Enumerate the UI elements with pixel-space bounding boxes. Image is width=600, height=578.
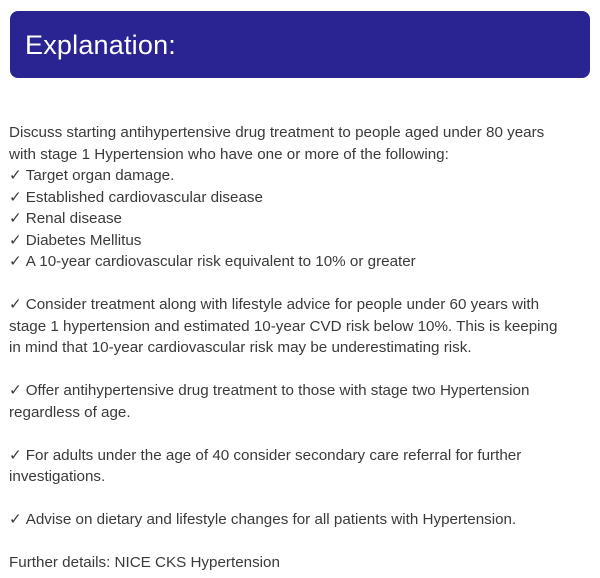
criteria-item: ✓ Target organ damage. <box>9 167 175 184</box>
check-icon: ✓ <box>9 167 22 184</box>
point-offer-treatment: ✓ Offer antihypertensive drug treatment to those with stage two Hypertension <box>9 382 530 399</box>
header-title: Explanation: <box>25 30 177 60</box>
check-icon: ✓ <box>9 253 22 270</box>
check-icon: ✓ <box>9 188 22 206</box>
check-icon: ✓ <box>9 446 22 464</box>
explanation-body <box>9 122 594 574</box>
criteria-item: ✓ Renal disease <box>9 210 122 227</box>
spacer <box>9 359 594 381</box>
point-consider-treatment: ✓ Consider treatment along with lifestyle advice for people under 60 years with <box>9 296 540 313</box>
point-referral: ✓ For adults under the age of 40 consider secondary care referral for further <box>9 446 522 464</box>
check-icon: ✓ <box>9 210 22 227</box>
point-lifestyle-advice: ✓ Advise on dietary and lifestyle changes for all patients with Hypertension. <box>9 511 517 528</box>
criteria-item: ✓ A 10-year cardiovascular risk equivalent to 10% or greater <box>9 253 416 270</box>
intro-line-2: with stage 1 Hypertension who have one or more of the following: <box>9 145 449 163</box>
spacer <box>9 488 594 510</box>
criteria-item: ✓ Established cardiovascular disease <box>9 188 263 206</box>
check-icon: ✓ <box>9 231 22 249</box>
further-details: Further details: NICE CKS Hypertension <box>9 554 280 571</box>
point-offer-treatment-cont: regardless of age. <box>9 403 131 421</box>
spacer <box>9 531 594 553</box>
point-referral-cont: investigations. <box>9 468 106 485</box>
check-icon: ✓ <box>9 382 22 399</box>
check-icon: ✓ <box>9 296 22 313</box>
point-consider-treatment-cont: in mind that 10-year cardiovascular risk may be underestimating risk. <box>9 339 472 356</box>
spacer <box>9 423 594 445</box>
explanation-header <box>10 11 590 78</box>
check-icon: ✓ <box>9 511 22 528</box>
intro-line-1: Discuss starting antihypertensive drug treatment to people aged under 80 years <box>9 124 545 141</box>
point-consider-treatment-cont: stage 1 hypertension and estimated 10-year CVD risk below 10%. This is keeping <box>9 317 558 335</box>
spacer <box>9 273 594 295</box>
criteria-item: ✓ Diabetes Mellitus <box>9 231 142 249</box>
